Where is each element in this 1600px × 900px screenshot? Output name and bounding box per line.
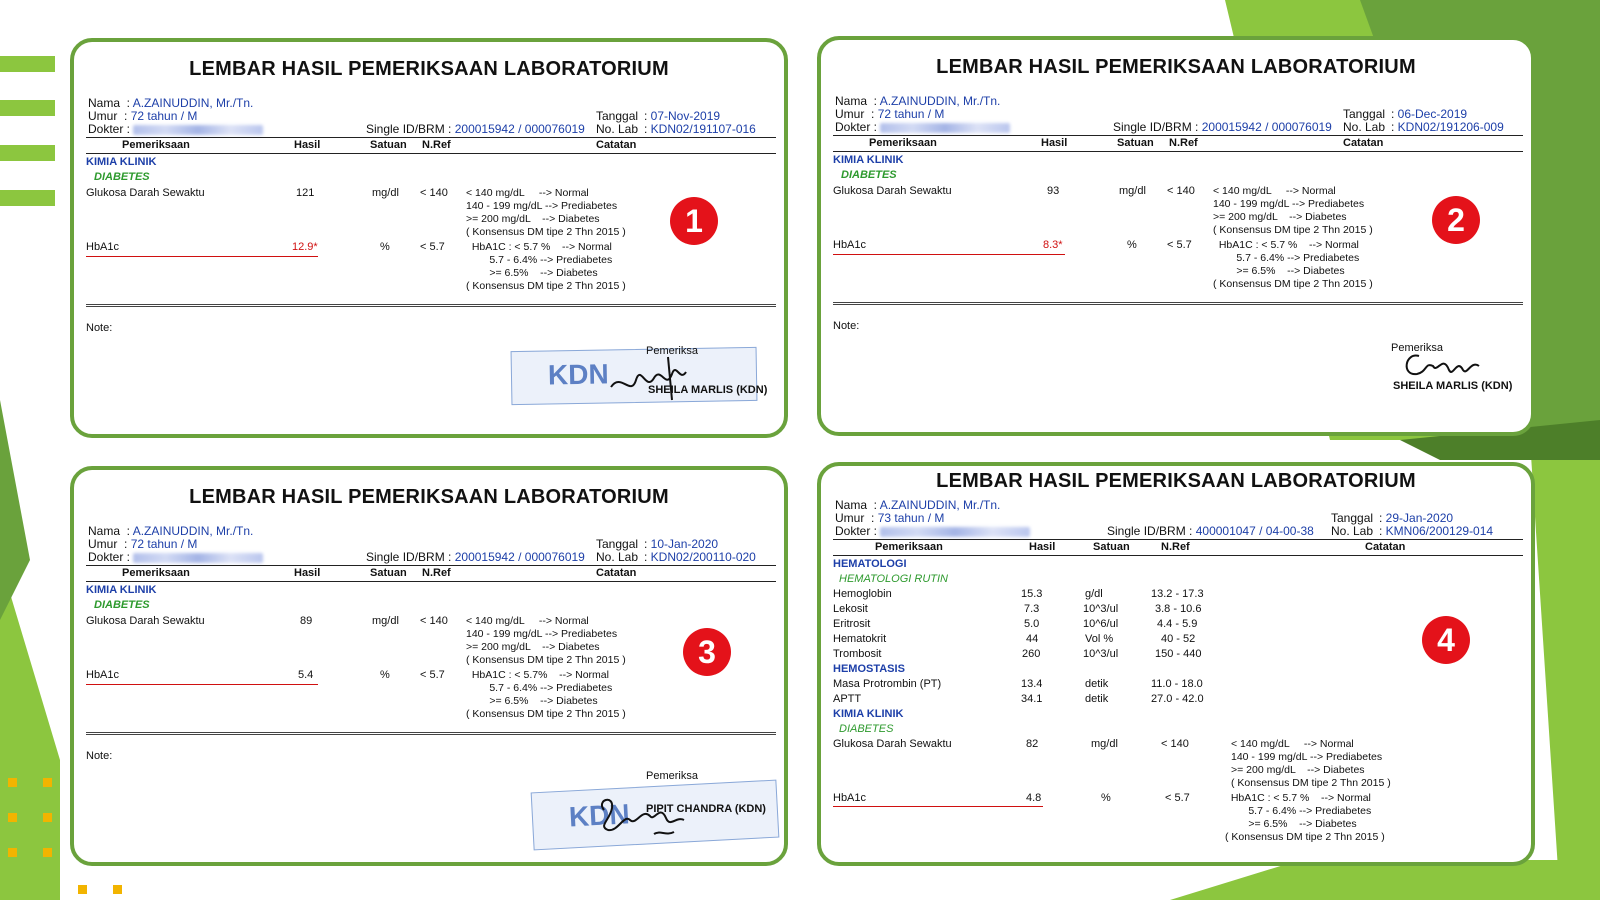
subsection-diabetes: DIABETES [94,171,150,183]
nolab-label: No. Lab [596,550,639,564]
redacted-doctor [133,553,263,563]
test-name: Glukosa Darah Sewaktu [86,187,205,199]
table-bottom-rule [86,732,776,735]
flag-underline [833,254,1065,255]
dokter-label: Dokter [835,524,871,538]
nolab-value: KDN02/200110-020 [650,550,756,564]
test-unit: % [380,241,390,253]
test-ref: < 5.7 [420,669,445,681]
dokter-label: Dokter [88,122,124,136]
redacted-doctor [880,527,1030,537]
test-unit: 10^3/ul [1083,648,1119,660]
test-name: Hematokrit [833,633,887,645]
test-result-flagged: 12.9* [292,241,318,253]
subsection-hematologi-rutin: HEMATOLOGI RUTIN [839,573,948,585]
section-kimia-klinik: KIMIA KLINIK [833,708,904,720]
test-name: HbA1c [86,669,120,681]
nolab-value: KDN02/191107-016 [650,122,756,136]
tanggal-label: Tanggal [596,537,639,551]
patient-name: A.ZAINUDDIN, Mr./Tn. [132,96,254,110]
section-kimia-klinik: KIMIA KLINIK [86,584,157,596]
test-notes: HbA1C : < 5.7 % --> Normal 5.7 - 6.4% --> Prediabetes >= 6.5% --> Diabetes ( Konsensus DM tipe 2 Thn 2015 ) [1225,792,1385,843]
single-id-value: 400001047 / 04-00-38 [1195,524,1314,538]
test-unit: 10^3/ul [1083,603,1119,615]
col-catatan: Catatan [596,139,637,151]
section-kimia-klinik: KIMIA KLINIK [86,156,157,168]
single-id-value: 200015942 / 000076019 [1201,120,1332,134]
col-satuan: Satuan [1093,541,1130,553]
table-bottom-rule [86,304,776,307]
test-ref: 13.2 - 17.3 [1151,588,1204,600]
report-title: LEMBAR HASIL PEMERIKSAAN LABORATORIUM [189,486,669,508]
umur-label: Umur [88,537,118,551]
test-unit: % [380,669,390,681]
test-name: APTT [833,693,862,705]
col-satuan: Satuan [370,139,407,151]
nolab-value: KMN06/200129-014 [1385,524,1494,538]
test-unit: % [1127,239,1137,251]
test-name: Hemoglobin [833,588,892,600]
result-underline [833,806,1043,807]
test-ref: < 5.7 [420,241,445,253]
col-hasil: Hasil [1041,137,1068,149]
flag-underline [86,256,318,257]
test-notes: HbA1C : < 5.7 % --> Normal 5.7 - 6.4% --> Prediabetes >= 6.5% --> Diabetes ( Konsensus DM tipe 2 Thn 2015 ) [1213,239,1373,290]
patient-info: Nama : A.ZAINUDDIN, Mr./Tn. Umur : 72 tahun / M Dokter : [88,97,263,136]
col-catatan: Catatan [596,567,637,579]
dokter-label: Dokter [835,120,871,134]
table-header [833,135,1523,152]
note-label: Note: [833,320,860,332]
note-label: Note: [86,750,113,762]
nama-label: Nama [835,94,868,108]
col-pemeriksaan: Pemeriksaan [869,137,937,149]
test-result: 82 [1026,738,1039,750]
test-ref: 3.8 - 10.6 [1155,603,1202,615]
nolab-value: KDN02/191206-009 [1397,120,1504,134]
stamp-logo-text: KDN [568,798,631,833]
umur-label: Umur [88,109,118,123]
test-result: 93 [1047,185,1060,197]
test-name: Trombosit [833,648,882,660]
test-result: 34.1 [1021,693,1043,705]
table-header [833,539,1523,556]
col-nref: N.Ref [1169,137,1198,149]
report-title: LEMBAR HASIL PEMERIKSAAN LABORATORIUM [936,470,1416,492]
single-id-value: 200015942 / 000076019 [454,122,585,136]
test-ref: 27.0 - 42.0 [1151,693,1204,705]
test-ref: < 5.7 [1167,239,1192,251]
test-name: Glukosa Darah Sewaktu [86,615,205,627]
section-hematologi: HEMATOLOGI [833,558,907,570]
dokter-label: Dokter [88,550,124,564]
tanggal-label: Tanggal [1331,511,1374,525]
test-result: 260 [1022,648,1041,660]
col-pemeriksaan: Pemeriksaan [122,139,190,151]
patient-name: A.ZAINUDDIN, Mr./Tn. [132,524,254,538]
test-unit: detik [1085,693,1109,705]
badge-1: 1 [670,197,718,245]
subsection-diabetes: DIABETES [94,599,150,611]
tanggal-value: 29-Jan-2020 [1385,511,1454,525]
redacted-doctor [880,123,1010,133]
col-catatan: Catatan [1343,137,1384,149]
test-result-flagged: 8.3* [1043,239,1063,251]
test-name: Masa Protrombin (PT) [833,678,942,690]
subsection-diabetes: DIABETES [839,723,894,735]
redacted-doctor [133,125,263,135]
tanggal-value: 06-Dec-2019 [1397,107,1468,121]
single-id: Single ID/BRM : 200015942 / 000076019 [366,550,585,564]
report-title: LEMBAR HASIL PEMERIKSAAN LABORATORIUM [936,56,1416,78]
patient-info: Nama : A.ZAINUDDIN, Mr./Tn. Umur : 73 tahun / M Dokter : [835,499,1030,538]
test-ref: < 140 [420,615,448,627]
single-id: Single ID/BRM : 200015942 / 000076019 [1113,120,1332,134]
test-ref: < 140 [1161,738,1189,750]
tanggal-value: 10-Jan-2020 [650,537,719,551]
section-hemostasis: HEMOSTASIS [833,663,905,675]
test-result: 13.4 [1021,678,1043,690]
badge-3: 3 [683,628,731,676]
test-unit: g/dl [1085,588,1103,600]
test-unit: mg/dl [372,187,399,199]
report-title: LEMBAR HASIL PEMERIKSAAN LABORATORIUM [189,58,669,80]
patient-info: Nama : A.ZAINUDDIN, Mr./Tn. Umur : 72 tahun / M Dokter : [835,95,1010,134]
test-unit: detik [1085,678,1109,690]
badge-4: 4 [1422,616,1470,664]
test-ref: 150 - 440 [1155,648,1202,660]
test-ref: < 5.7 [1165,792,1190,804]
section-kimia-klinik: KIMIA KLINIK [833,154,904,166]
signature [1397,344,1497,384]
patient-name: A.ZAINUDDIN, Mr./Tn. [879,498,1001,512]
test-unit: % [1101,792,1111,804]
note-label: Note: [86,322,113,334]
test-name: HbA1c [833,239,867,251]
test-name: Eritrosit [833,618,871,630]
test-name: Lekosit [833,603,868,615]
test-name: Glukosa Darah Sewaktu [833,185,952,197]
nolab-label: No. Lab [1331,524,1374,538]
col-nref: N.Ref [422,567,451,579]
date-lab: Tanggal : 06-Dec-2019 No. Lab : KDN02/191206-009 [1343,107,1504,134]
nama-label: Nama [88,96,121,110]
test-ref: < 140 [420,187,448,199]
test-notes: HbA1C : < 5.7 % --> Normal 5.7 - 6.4% --> Prediabetes >= 6.5% --> Diabetes ( Konsensus DM tipe 2 Thn 2015 ) [466,241,626,292]
col-hasil: Hasil [294,139,321,151]
test-result: 5.0 [1024,618,1040,630]
test-unit: mg/dl [372,615,399,627]
col-nref: N.Ref [422,139,451,151]
test-notes: HbA1C : < 5.7% --> Normal 5.7 - 6.4% --> Prediabetes >= 6.5% --> Diabetes ( Konsensus DM tipe 2 Thn 2015 ) [466,669,626,720]
test-ref: 4.4 - 5.9 [1157,618,1198,630]
test-name: HbA1c [833,792,867,804]
col-hasil: Hasil [1029,541,1056,553]
pemeriksa-label: Pemeriksa [646,345,698,357]
nolab-label: No. Lab [1343,120,1386,134]
nolab-label: No. Lab [596,122,639,136]
nama-label: Nama [88,524,121,538]
nama-label: Nama [835,498,868,512]
patient-info: Nama : A.ZAINUDDIN, Mr./Tn. Umur : 72 tahun / M Dokter : [88,525,263,564]
test-notes: < 140 mg/dL --> Normal 140 - 199 mg/dL --> Prediabetes >= 200 mg/dL --> Diabetes ( Konsensus DM tipe 2 Thn 2015 ) [1213,185,1373,236]
col-satuan: Satuan [1117,137,1154,149]
test-result: 121 [296,187,315,199]
umur-label: Umur [835,107,865,121]
tanggal-label: Tanggal [596,109,639,123]
lab-report-4 [817,462,1535,866]
umur-label: Umur [835,511,865,525]
patient-age: 72 tahun / M [130,109,198,123]
signer-name: PIPIT CHANDRA (KDN) [646,803,766,815]
result-underline [86,684,318,685]
test-notes: < 140 mg/dL --> Normal 140 - 199 mg/dL --> Prediabetes >= 200 mg/dL --> Diabetes ( Konsensus DM tipe 2 Thn 2015 ) [466,187,626,238]
test-result: 5.4 [298,669,314,681]
table-header [86,565,776,582]
test-result: 7.3 [1024,603,1040,615]
test-result: 44 [1026,633,1039,645]
patient-age: 72 tahun / M [877,107,945,121]
table-bottom-rule [833,302,1523,305]
col-catatan: Catatan [1365,541,1406,553]
test-unit: mg/dl [1091,738,1118,750]
col-hasil: Hasil [294,567,321,579]
lab-report-2 [817,36,1535,436]
signature [594,790,704,840]
col-nref: N.Ref [1161,541,1190,553]
stamp-logo-text: KDN [547,358,609,391]
badge-2: 2 [1432,196,1480,244]
single-id-value: 200015942 / 000076019 [454,550,585,564]
single-id-label: Single ID/BRM [1107,524,1186,538]
lab-report-3 [70,466,788,866]
col-satuan: Satuan [370,567,407,579]
date-lab: Tanggal : 10-Jan-2020 No. Lab : KDN02/200110-020 [596,537,756,564]
signer-name: SHEILA MARLIS (KDN) [1393,380,1513,392]
test-ref: < 140 [1167,185,1195,197]
test-ref: 11.0 - 18.0 [1151,678,1203,690]
tanggal-label: Tanggal [1343,107,1386,121]
patient-age: 72 tahun / M [130,537,198,551]
tanggal-value: 07-Nov-2019 [650,109,721,123]
test-result: 89 [300,615,313,627]
single-id-label: Single ID/BRM [366,550,445,564]
test-ref: 40 - 52 [1161,633,1196,645]
test-result: 15.3 [1021,588,1043,600]
pemeriksa-label: Pemeriksa [1391,342,1443,354]
test-name: Glukosa Darah Sewaktu [833,738,952,750]
test-notes: < 140 mg/dL --> Normal 140 - 199 mg/dL --> Prediabetes >= 200 mg/dL --> Diabetes ( Konsensus DM tipe 2 Thn 2015 ) [1231,738,1391,789]
table-header [86,137,776,154]
single-id-label: Single ID/BRM [366,122,445,136]
single-id: Single ID/BRM : 400001047 / 04-00-38 [1107,524,1314,538]
single-id: Single ID/BRM : 200015942 / 000076019 [366,122,585,136]
test-unit: Vol % [1085,633,1114,645]
signer-name: SHEILA MARLIS (KDN) [648,384,768,396]
test-result: 4.8 [1026,792,1042,804]
test-notes: < 140 mg/dL --> Normal 140 - 199 mg/dL --> Prediabetes >= 200 mg/dL --> Diabetes ( Konsensus DM tipe 2 Thn 2015 ) [466,615,626,666]
subsection-diabetes: DIABETES [841,169,897,181]
test-unit: mg/dl [1119,185,1146,197]
patient-age: 73 tahun / M [877,511,945,525]
patient-name: A.ZAINUDDIN, Mr./Tn. [879,94,1001,108]
test-unit: 10^6/ul [1083,618,1119,630]
test-name: HbA1c [86,241,120,253]
single-id-label: Single ID/BRM [1113,120,1192,134]
col-pemeriksaan: Pemeriksaan [875,541,943,553]
date-lab: Tanggal : 29-Jan-2020 No. Lab : KMN06/200129-014 [1331,511,1494,538]
date-lab: Tanggal : 07-Nov-2019 No. Lab : KDN02/191107-016 [596,109,756,136]
pemeriksa-label: Pemeriksa [646,770,698,782]
col-pemeriksaan: Pemeriksaan [122,567,190,579]
